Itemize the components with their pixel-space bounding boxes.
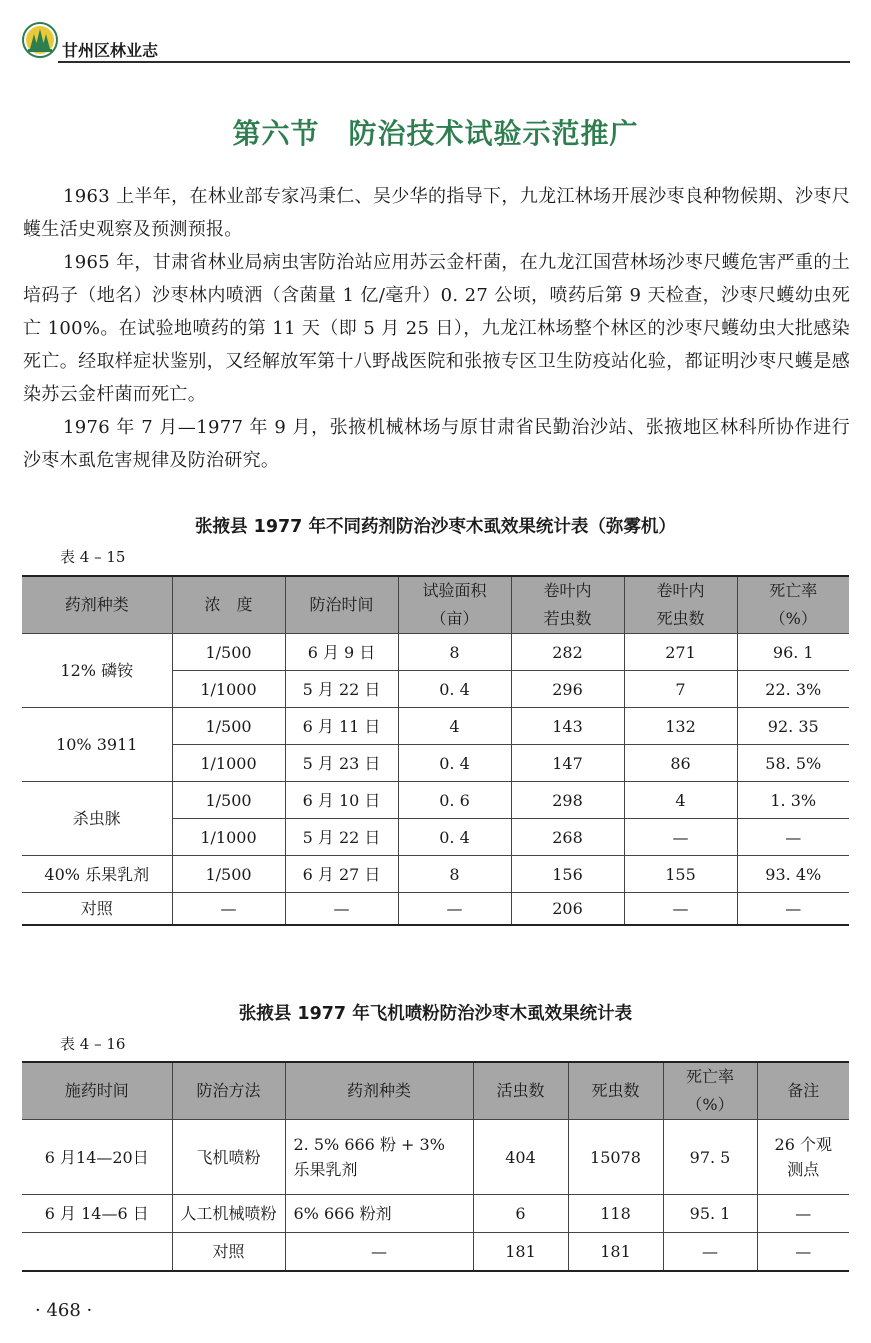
agent-name-cell: 12% 磷铵 (22, 634, 172, 708)
table-cell: 4 (624, 782, 737, 819)
agent-name-cell: 10% 3911 (22, 708, 172, 782)
column-header: 卷叶内 若虫数 (511, 576, 624, 634)
table-cell: 6 月 10 日 (285, 782, 398, 819)
table-row (22, 634, 849, 671)
table-cell: 206 (511, 893, 624, 925)
table-cell: 143 (511, 708, 624, 745)
table-row (22, 856, 849, 893)
column-header: 活虫数 (473, 1062, 568, 1120)
column-header: 浓 度 (172, 576, 285, 634)
paragraph: 1963 上半年，在林业部专家冯秉仁、吴少华的指导下，九龙江林场开展沙枣良种物候期、沙枣尺蠖生活史观察及预测预报。 (23, 186, 850, 240)
section-title: 第六节 防治技术试验示范推广 (232, 117, 639, 150)
table-cell: 86 (624, 745, 737, 782)
table-row (22, 1233, 849, 1271)
column-header: 施药时间 (22, 1062, 172, 1120)
forest-logo-icon (22, 22, 58, 58)
column-header: 防治方法 (172, 1062, 285, 1120)
table-cell: — (624, 893, 737, 925)
table-cell: — (757, 1233, 849, 1271)
table-cell: — (172, 893, 285, 925)
table-cell: 6 月 9 日 (285, 634, 398, 671)
table-cell: 15078 (568, 1120, 663, 1195)
table-cell: 1/500 (172, 856, 285, 893)
table1 (22, 575, 849, 926)
paragraph: 1965 年，甘肃省林业局病虫害防治站应用苏云金杆菌，在九龙江国营林场沙枣尺蠖危害严重的土培码子（地名）沙枣林内喷洒（含菌量 1 亿/毫升）0. 27 公顷，喷药后第 9 天检查，沙枣尺蠖幼虫死亡 100%。在试验地喷药的第 11 天（即 5 月 25 日），九龙江林场整个林区的沙枣尺蠖幼虫大批感染死亡。经取样症状鉴别，又经解放军第十八野战医院和张掖专区卫生防疫站化验，都证明沙枣尺蠖是感染苏云金杆菌而死亡。 (23, 252, 850, 405)
table-cell: 96. 1 (737, 634, 849, 671)
column-header: 死亡率 （%） (737, 576, 849, 634)
column-header: 卷叶内 死虫数 (624, 576, 737, 634)
table-cell: 6 (473, 1195, 568, 1233)
table-cell: 6 月14—20日 (22, 1120, 172, 1195)
table-cell: 8 (398, 634, 511, 671)
table-cell: 1/1000 (172, 671, 285, 708)
column-header: 死虫数 (568, 1062, 663, 1120)
table-cell: 6 月 27 日 (285, 856, 398, 893)
table-cell: 2. 5% 666 粉 + 3% 乐果乳剂 (285, 1120, 473, 1195)
table-cell: 296 (511, 671, 624, 708)
table-cell: 飞机喷粉 (172, 1120, 285, 1195)
table-cell: 1/1000 (172, 745, 285, 782)
page-number: · 468 · (35, 1300, 93, 1321)
table-cell: 22. 3% (737, 671, 849, 708)
table-cell: 1/500 (172, 782, 285, 819)
table-cell: 6% 666 粉剂 (285, 1195, 473, 1233)
page-header (22, 22, 850, 64)
table-cell: 1. 3% (737, 782, 849, 819)
body-text (23, 180, 850, 477)
agent-name-cell: 杀虫脒 (22, 782, 172, 856)
table1-header-row (22, 576, 849, 634)
table-cell: 7 (624, 671, 737, 708)
column-header: 备注 (757, 1062, 849, 1120)
table-cell: 6 月 11 日 (285, 708, 398, 745)
table-cell: 155 (624, 856, 737, 893)
table2-header-row (22, 1062, 849, 1120)
table-cell: — (757, 1195, 849, 1233)
table-cell: 5 月 22 日 (285, 819, 398, 856)
table-cell: 1/1000 (172, 819, 285, 856)
table-cell: — (285, 1233, 473, 1271)
table-cell: 0. 4 (398, 671, 511, 708)
table-cell: — (398, 893, 511, 925)
table-cell: 156 (511, 856, 624, 893)
table-cell: 人工机械喷粉 (172, 1195, 285, 1233)
table-cell: 132 (624, 708, 737, 745)
header-rule (58, 61, 850, 63)
table-cell: 58. 5% (737, 745, 849, 782)
table-cell: 147 (511, 745, 624, 782)
table2 (22, 1061, 849, 1272)
table-cell: — (663, 1233, 757, 1271)
table2-number: 表 4 – 16 (60, 1035, 126, 1053)
table-cell: 97. 5 (663, 1120, 757, 1195)
table-cell: 4 (398, 708, 511, 745)
table-cell: 93. 4% (737, 856, 849, 893)
table-cell: 0. 4 (398, 745, 511, 782)
table-row (22, 893, 849, 925)
table-cell: 181 (473, 1233, 568, 1271)
table-cell: 6 月 14—6 日 (22, 1195, 172, 1233)
column-header: 防治时间 (285, 576, 398, 634)
table-cell: 271 (624, 634, 737, 671)
agent-name-cell: 40% 乐果乳剂 (22, 856, 172, 893)
table-cell: 95. 1 (663, 1195, 757, 1233)
table-row (22, 708, 849, 745)
table1-title: 张掖县 1977 年不同药剂防治沙枣木虱效果统计表（弥雾机） (195, 517, 676, 537)
paragraph: 1976 年 7 月—1977 年 9 月，张掖机械林场与原甘肃省民勤治沙站、张掖地区林科所协作进行沙枣木虱危害规律及防治研究。 (23, 417, 850, 471)
table-cell: 0. 4 (398, 819, 511, 856)
table-row (22, 1195, 849, 1233)
table-cell: 26 个观测点 (757, 1120, 849, 1195)
column-header: 死亡率 （%） (663, 1062, 757, 1120)
table-cell: 92. 35 (737, 708, 849, 745)
table-cell: 404 (473, 1120, 568, 1195)
table-cell: — (737, 819, 849, 856)
table-cell: 8 (398, 856, 511, 893)
table2-title: 张掖县 1977 年飞机喷粉防治沙枣木虱效果统计表 (238, 1004, 633, 1024)
table-row (22, 782, 849, 819)
table-cell: 282 (511, 634, 624, 671)
table-cell: — (624, 819, 737, 856)
header-title: 甘州区林业志 (62, 41, 159, 60)
table-cell: — (737, 893, 849, 925)
table-cell: 5 月 22 日 (285, 671, 398, 708)
table-cell: 1/500 (172, 634, 285, 671)
table-cell: 268 (511, 819, 624, 856)
column-header: 药剂种类 (22, 576, 172, 634)
table-cell: 1/500 (172, 708, 285, 745)
table-cell: 5 月 23 日 (285, 745, 398, 782)
table-cell: 181 (568, 1233, 663, 1271)
table-cell: 298 (511, 782, 624, 819)
table-cell (22, 1233, 172, 1271)
table-cell: — (285, 893, 398, 925)
table1-number: 表 4 – 15 (60, 548, 126, 566)
table-cell: 118 (568, 1195, 663, 1233)
column-header: 试验面积 （亩） (398, 576, 511, 634)
table-cell: 对照 (172, 1233, 285, 1271)
agent-name-cell: 对照 (22, 893, 172, 925)
table-row (22, 1120, 849, 1195)
column-header: 药剂种类 (285, 1062, 473, 1120)
table-cell: 0. 6 (398, 782, 511, 819)
